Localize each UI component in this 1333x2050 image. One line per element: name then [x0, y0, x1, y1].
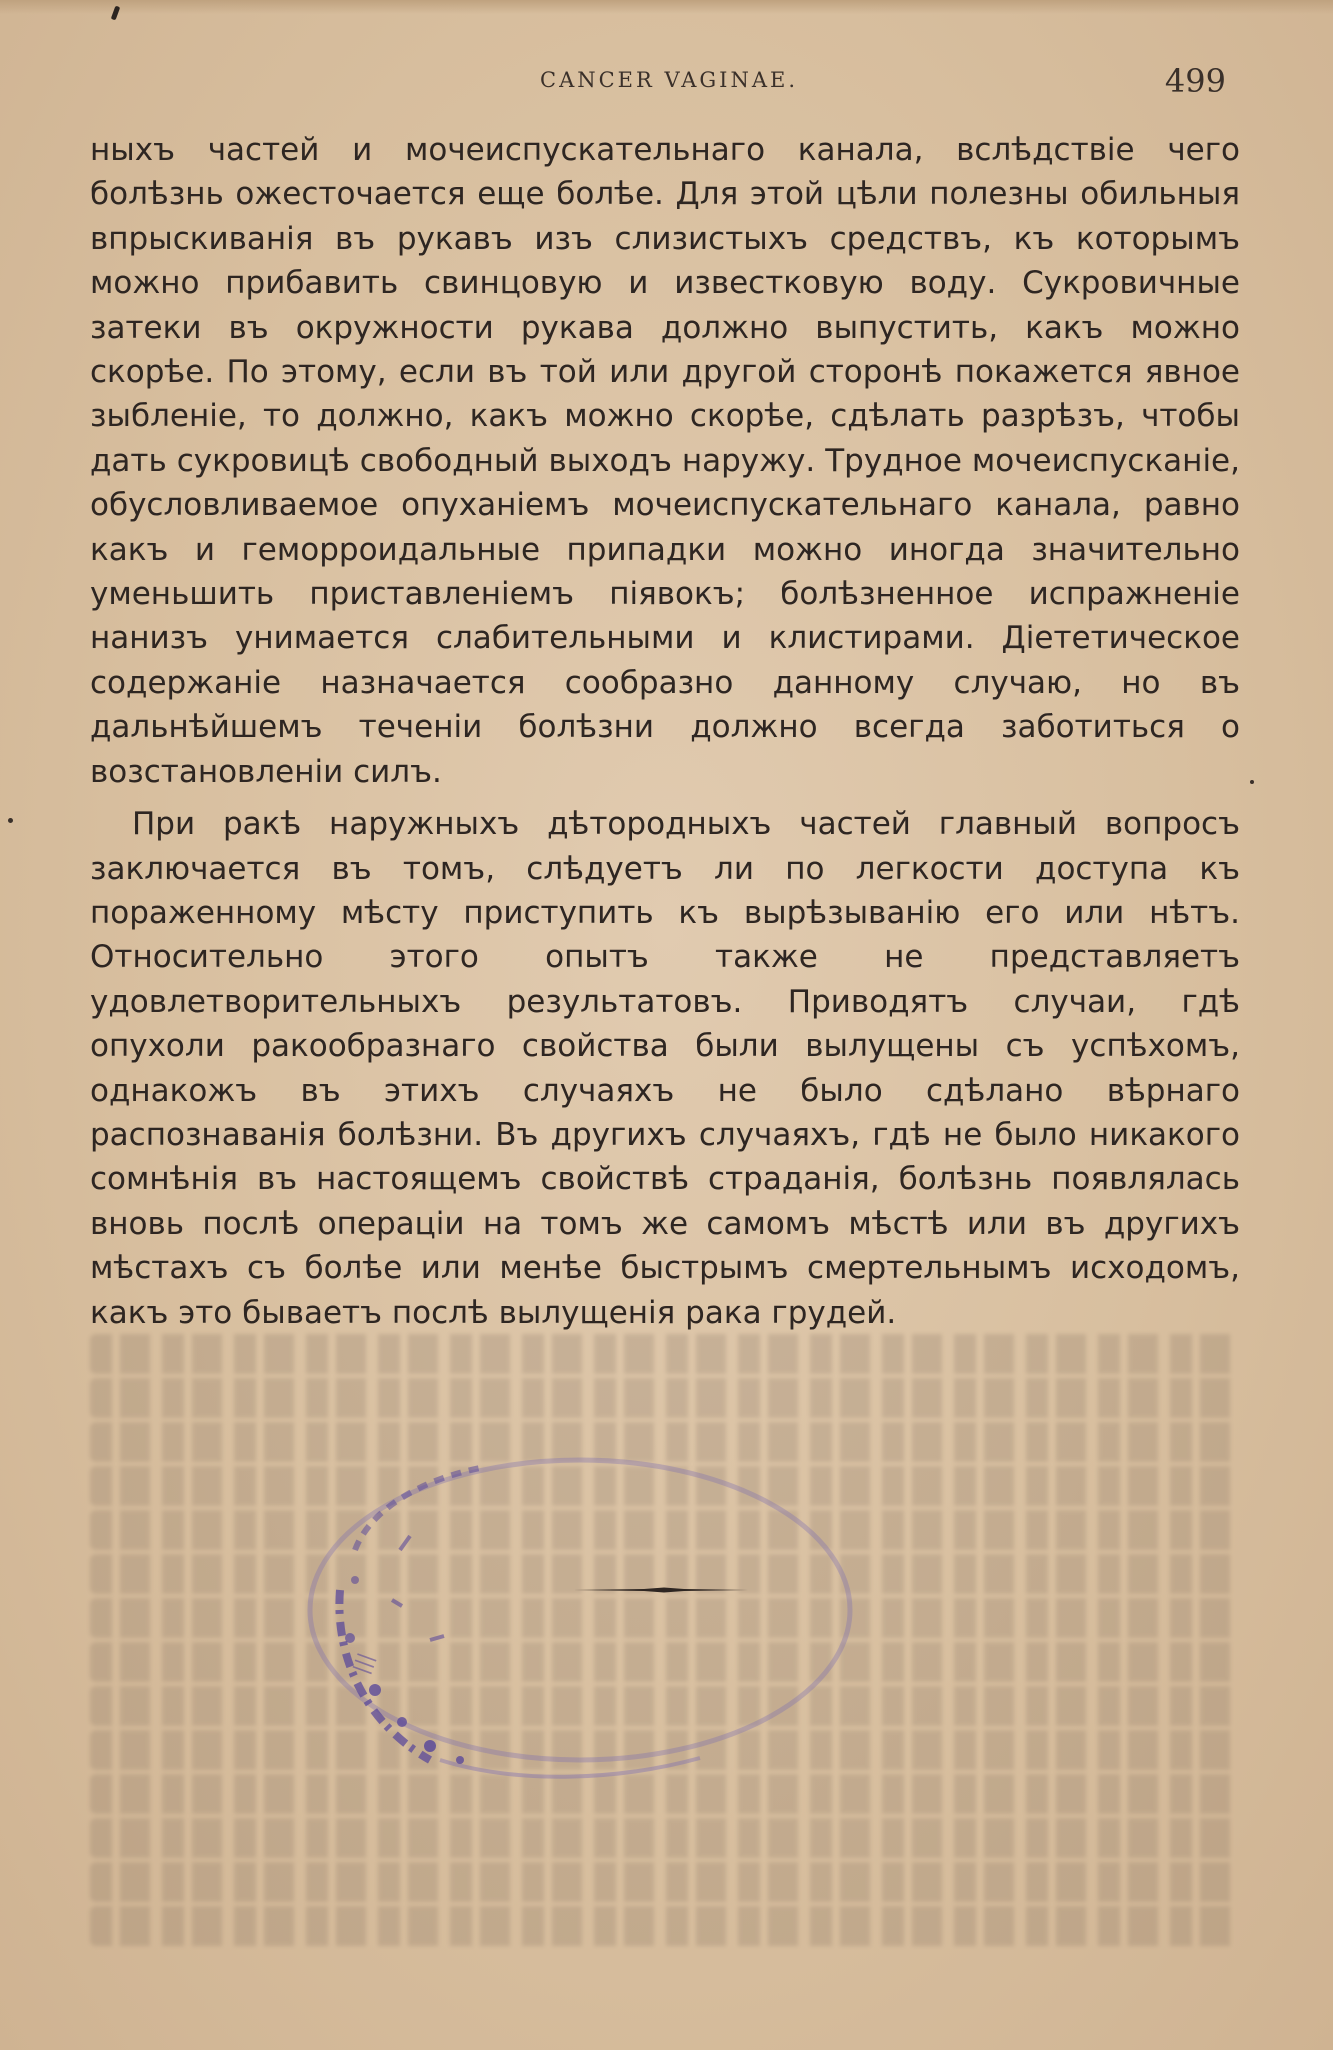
ornamental-rule-icon [574, 1587, 748, 1593]
running-head [90, 62, 1240, 102]
paragraph: ныхъ частей и мочеиспускательнаго канала, вслѣдствіе чего болѣзнь ожесточается еще болѣе. Для этой цѣли полезны обильныя впрыскиванія въ рукавъ изъ слизистыхъ средствъ, къ которымъ можно прибавить свинцовую и известковую воду. Сукровичные затеки въ окружности рукава должно выпустить, какъ можно скорѣе. По этому, если въ той или другой сторонѣ покажется явное зыбленіе, то должно, какъ можно скорѣе, сдѣлать разрѣзъ, чтобы дать сукровицѣ свободный выходъ наружу. Трудное мочеиспусканіе, обусловливаемое опуханіемъ мочеиспускательнаго канала, равно какъ и геморроидальные припадки можно иногда значительно уменьшить приставленіемъ піявокъ; болѣзненное испражненіе нанизъ унимается слабительными и клистирами. Діететическое содержаніе назначается сообразно данному случаю, но въ дальнѣйшемъ теченіи болѣзни должно всегда заботиться о возстановленіи силъ. [90, 132, 1240, 790]
body-text [90, 128, 1240, 1335]
page-top-edge [0, 0, 1333, 14]
library-stamp-icon [280, 1440, 860, 1790]
page-number: 499 [1164, 62, 1226, 100]
svg-text:|||: ||| [348, 1649, 378, 1677]
ink-speck [1250, 780, 1254, 784]
running-title: CANCER VAGINAE. [540, 68, 799, 92]
ink-speck [8, 818, 13, 823]
paragraph: При ракѣ наружныхъ дѣтородныхъ частей главный вопросъ заключается въ томъ, слѣдуетъ ли по легкости доступа къ пораженному мѣсту приступить къ вырѣзыванію его или нѣтъ. Относительно этого опытъ также не представляетъ удовлетворительныхъ результатовъ. Приводятъ случаи, гдѣ опухоли ракообразнаго свойства были вылущены съ успѣхомъ, однакожъ въ этихъ случаяхъ не было сдѣлано вѣрнаго распознаванія болѣзни. Въ другихъ случаяхъ, гдѣ не было никакого сомнѣнія въ настоящемъ свойствѣ страданія, болѣзнь появлялась вновь послѣ операціи на томъ же самомъ мѣстѣ или въ другихъ мѣстахъ съ болѣе или менѣе быстрымъ смертельнымъ исходомъ, какъ это бываетъ послѣ вылущенія рака грудей. [90, 806, 1240, 1331]
